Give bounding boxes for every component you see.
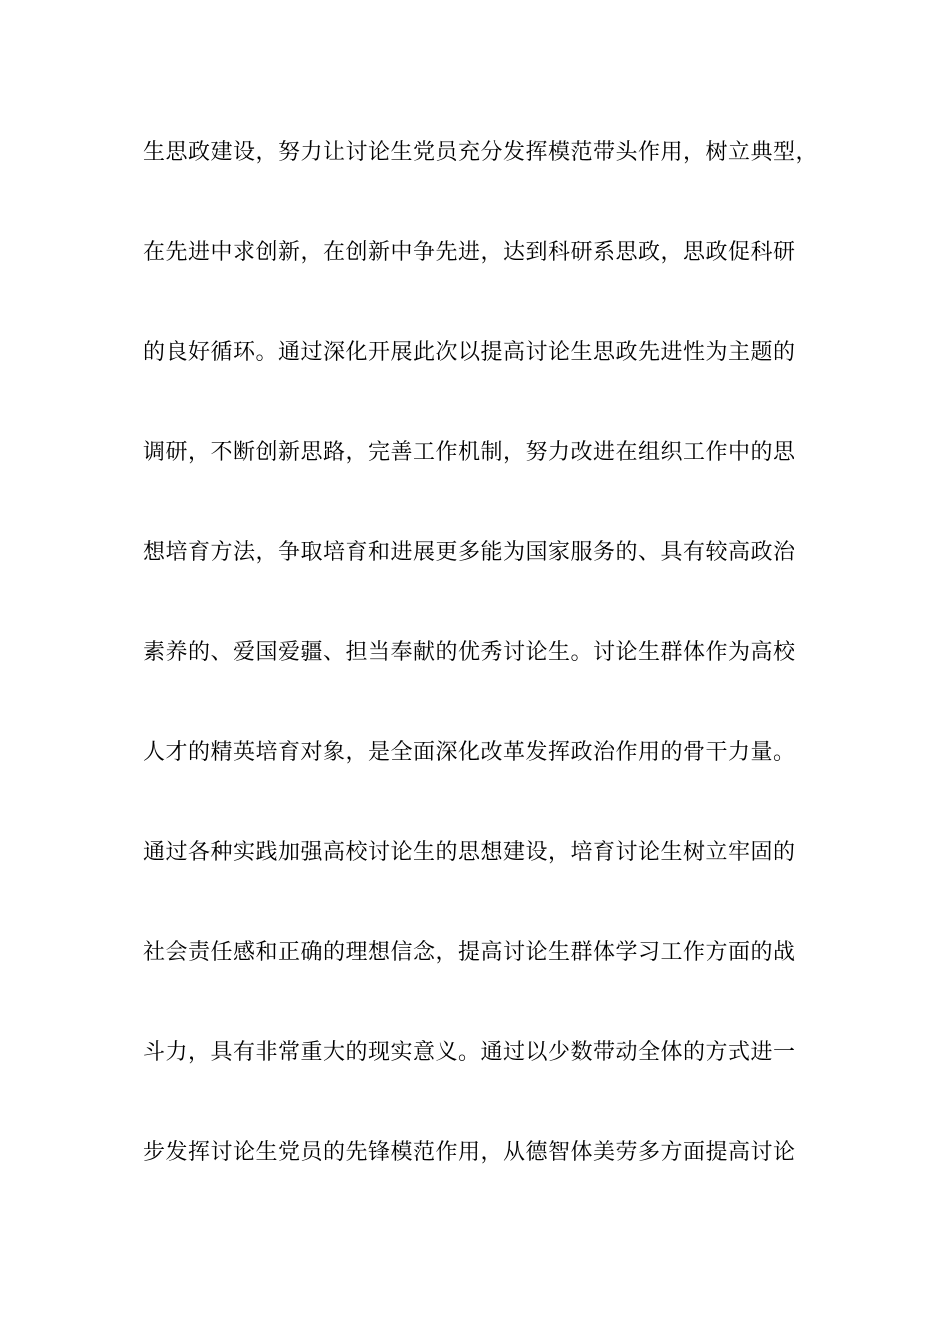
text-line-6: 素养的、爱国爱疆、担当奉献的优秀讨论生。讨论生群体作为高校: [143, 640, 796, 665]
text-line-3: 的良好循环。通过深化开展此次以提高讨论生思政先进性为主题的: [143, 340, 796, 365]
body-text: [143, 130, 823, 1230]
text-line-8: 通过各种实践加强高校讨论生的思想建设，培育讨论生树立牢固的: [143, 840, 796, 865]
text-line-4: 调研，不断创新思路，完善工作机制，努力改进在组织工作中的思: [143, 440, 796, 465]
text-line-10: 斗力，具有非常重大的现实意义。通过以少数带动全体的方式进一: [143, 1040, 796, 1065]
text-line-1: 生思政建设，努力让讨论生党员充分发挥模范带头作用，树立典型，: [143, 140, 819, 165]
text-line-2: 在先进中求创新，在创新中争先进，达到科研系思政，思政促科研: [143, 240, 796, 265]
text-line-9: 社会责任感和正确的理想信念，提高讨论生群体学习工作方面的战: [143, 940, 796, 965]
text-line-5: 想培育方法，争取培育和进展更多能为国家服务的、具有较高政治: [143, 540, 796, 565]
text-line-7: 人才的精英培育对象，是全面深化改革发挥政治作用的骨干力量。: [143, 740, 796, 765]
text-line-11: 步发挥讨论生党员的先锋模范作用，从德智体美劳多方面提高讨论: [143, 1140, 796, 1165]
